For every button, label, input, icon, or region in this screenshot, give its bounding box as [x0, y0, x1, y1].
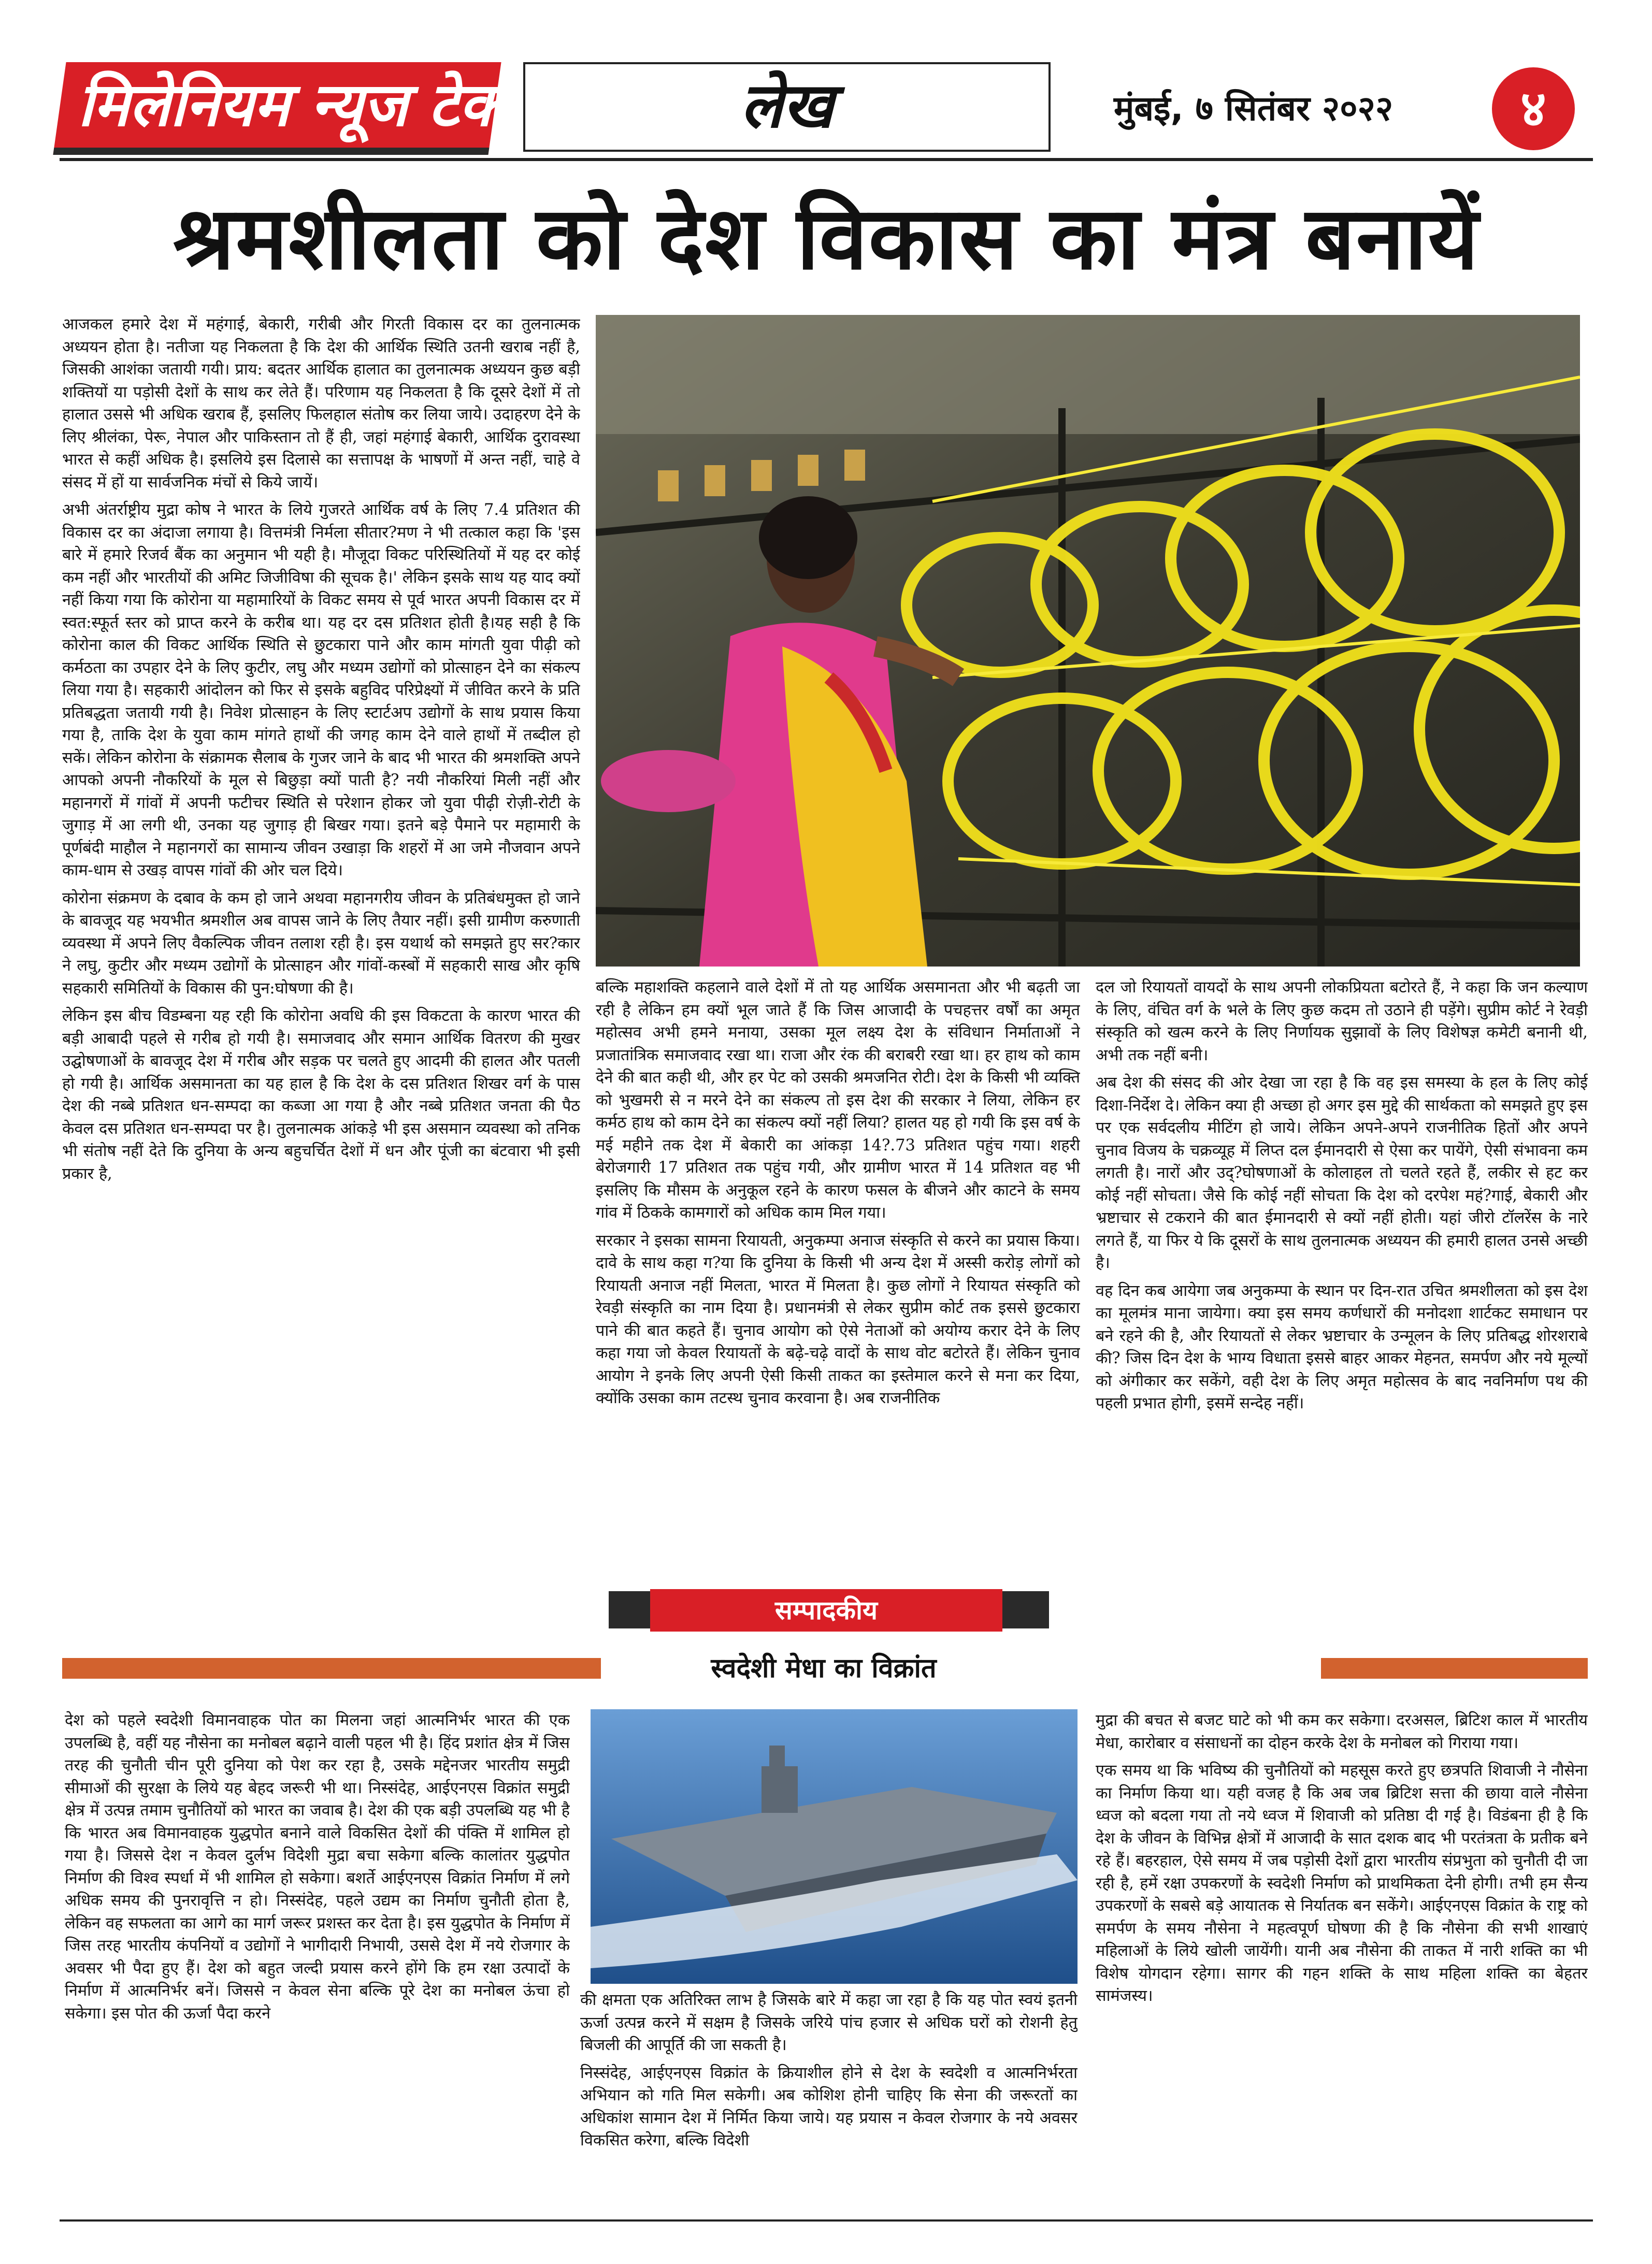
- paragraph: अब देश की संसद की ओर देखा जा रहा है कि वह इस समस्या के हल के लिए कोई दिशा-निर्देश दे। लेकिन क्या ही अच्छा हो अगर इस मुद्दे की सार्थकता को समझते हुए इस पर एक सर्वदलीय मीटिंग हो जाये। लेकिन अपने-अपने राजनीतिक हितों और अपने चुनाव विजय के चक्रव्यूह में लिप्त दल ईमानदारी से ऐसा कर पायेंगे, ऐसी संभावना कम लगती है। नारों और उद्?घोषणाओं के कोलाहल तो चलते रहते हैं, लकीर से हट कर कोई नहीं सोचता। जैसे कि कोई नहीं सोचता कि देश को दरपेश महं?गाई, बेकारी और भ्रष्टाचार से टकराने की बात ईमानदारी से क्यों नहीं होती। यहां जीरो टॉलरेंस के नारे लगते हैं, या फिर ये कि दूसरों के साथ तुलनात्मक अध्ययन की हमारी हालत उनसे अच्छी है।: [1096, 1074, 1588, 1272]
- paragraph: अभी अंतर्राष्ट्रीय मुद्रा कोष ने भारत के लिये गुजरते आर्थिक वर्ष के लिए 7.4 प्रतिशत की विकास दर का अंदाजा लगाया है। वित्तमंत्री निर्मला सीतार?मण ने भी तत्काल कहा कि 'इस बारे में हमारे रिजर्व बैंक का अनुमान भी यही है। मौजूदा विकट परिस्थितियों में यह दर कोई कम नहीं और भारतीयों की अमिट जिजीविषा की सूचक है।' लेकिन इसके साथ यह याद क्यों नहीं किया गया कि कोरोना या महामारियों के विकट समय से पूर्व भारत अपनी विकास दर में स्वत:स्फूर्त स्तर को प्राप्त करने के करीब था। यह दर दस प्रतिशत होती है।यह सही है कि कोरोना काल की विकट आर्थिक स्थिति से छुटकारा पाने और काम मांगती युवा पीढ़ी को कर्मठता का उपहार देने के लिए कुटीर, लघु और मध्यम उद्योगों को प्रोत्साहन देने का संकल्प लिया गया है। सहकारी आंदोलन को फिर से इसके बहुविद परिप्रेक्ष्यों में जीवित करने के प्रति प्रतिबद्धता जतायी गयी है। निवेश प्रोत्साहन के लिए स्टार्टअप उद्योगों के साथ प्रयास किया गया है, ताकि देश के युवा काम मांगते हाथों की जगह काम देने वाले हाथों में तब्दील हो सकें। लेकिन कोरोना के संक्रामक सैलाब के गुजर जाने के बाद भी भारत की श्रमशक्ति अपने आपको अपनी नौकरियों के मूल से बिछुड़ा क्यों पाती है? नयी नौकरियां मिली नहीं और महानगरों में गांवों में अपनी फटीचर स्थिति से परेशान होकर जो युवा पीढ़ी रोज़ी-रोटी के जुगाड़ में आ लगी थी, उनका यह जुगाड़ ही बिखर गया। इतने बड़े पैमाने पर महामारी के पूर्णबंदी माहौल ने महानगरों का सामान्य जीवन उखाड़ा कि शहरों में आ जमे नौजवान अपने काम-धाम से उखड़ वापस गांवों की ओर चल दिये।: [62, 501, 580, 879]
- editorial-bar-right: [1321, 1658, 1588, 1679]
- paragraph: लेकिन इस बीच विडम्बना यह रही कि कोरोना अवधि की इस विकटता के कारण भारत की बड़ी आबादी पहले से गरीब हो गयी है। समाजवाद और समान आर्थिक वितरण की मुखर उद्घोषणाओं के बावजूद देश में गरीब और सड़क पर चलते हुए आदमी की हालत और पतली हो गयी है। आर्थिक असमानता का यह हाल है कि देश के दस प्रतिशत शिखर वर्ग के पास देश की नब्बे प्रतिशत धन-सम्पदा का कब्जा आ गया है और नब्बे प्रतिशत जनता की पैठ केवल दस प्रतिशत धन-सम्पदा पर है। तुलनात्मक आंकड़े भी इस असमान व्यवस्था को तनिक भी संतोष नहीं देते कि दुनिया के अन्य बहुचर्चित देशों में धन और पूंजी का बंटवारा भी इसी प्रकार है,: [62, 1007, 580, 1183]
- editorial-bar-left: [62, 1658, 601, 1679]
- photo-illustration: [596, 315, 1580, 967]
- masthead-rule: [60, 158, 1593, 161]
- section-label: लेख: [740, 70, 834, 142]
- ship-illustration: [591, 1709, 1078, 1984]
- editorial-tag: सम्पादकीय: [650, 1589, 1002, 1632]
- paragraph: एक समय था कि भविष्य की चुनौतियों को महसूस करते हुए छत्रपति शिवाजी ने नौसेना का निर्माण किया था। यही वजह है कि अब जब ब्रिटिश सत्ता की छाया वाले नौसेना ध्वज को बदला गया तो नये ध्वज में शिवाजी को प्रतिष्ठा दी गई है। विडंबना ही है कि देश के जीवन के विभिन्न क्षेत्रों में आजादी के सात दशक बाद भी परतंत्रता के प्रतीक बने रहे हैं। बहरहाल, ऐसे समय में जब पड़ोसी देशों द्वारा भारतीय संप्रभुता को चुनौती दी जा रही है, हमें रक्षा उपकरणों के स्वदेशी निर्माण को प्राथमिकता देनी होगी। तभी हम सैन्य उपकरणों के सबसे बड़े आयातक से निर्यातक बन सकेंगे। आईएनएस विक्रांत के राष्ट्र को समर्पण के समय नौसेना ने महत्वपूर्ण घोषणा की है कि नौसेना की सभी शाखाएं महिलाओं के लिये खोली जायेंगी। यानी अब नौसेना की ताकत में नारी शक्ति का भी विशेष योगदान रहेगा। सागर की गहन शक्ति के साथ महिला शक्ति का बेहतर सामंजस्य।: [1096, 1762, 1588, 2005]
- article-photo-silk-worker: [596, 315, 1580, 967]
- editorial-column-1: [65, 1709, 570, 2207]
- paragraph: देश को पहले स्वदेशी विमानवाहक पोत का मिलना जहां आत्मनिर्भर भारत की एक उपलब्धि है, वहीं यह नौसेना का मनोबल बढ़ाने वाली पहल भी है। हिंद प्रशांत क्षेत्र में जिस तरह की चुनौती चीन पूरी दुनिया को पेश कर रहा है, उसके मद्देनजर भारतीय समुद्री सीमाओं की सुरक्षा के लिये यह बेहद जरूरी भी था। निस्संदेह, आईएनएस विक्रांत समुद्री क्षेत्र में उत्पन्न तमाम चुनौतियों को भारत का जवाब है। देश की एक बड़ी उपलब्धि यह भी है कि भारत अब विमानवाहक युद्धपोत बनाने वाले विकसित देशों की पंक्ति में शामिल हो गया है। जिससे देश न केवल दुर्लभ विदेशी मुद्रा बचा सकेगा बल्कि कालांतर युद्धपोत निर्माण की विश्व स्पर्धा में भी शामिल हो सकेगा। बशर्ते आईएनएस विक्रांत निर्माण में लगे अधिक समय की पुनरावृत्ति न हो। निस्संदेह, पहले उद्यम का निर्माण चुनौती होता है, लेकिन वह सफलता का आगे का मार्ग जरूर प्रशस्त कर देता है। इस युद्धपोत के निर्माण में जिस तरह भारतीय कंपनियों व उद्योगों ने भागीदारी निभायी, उससे देश में नये रोजगार के अवसर भी पैदा हुए हैं। देश को बहुत जल्दी प्रयास करने होंगे कि हम रक्षा उत्पादों के निर्माण में आत्मनिर्भर बनें। जिससे न केवल सेना बल्कि पूरे देश का मनोबल ऊंचा हो सकेगा। इस पोत की ऊर्जा पैदा करने: [65, 1711, 570, 2023]
- paragraph: की क्षमता एक अतिरिक्त लाभ है जिसके बारे में कहा जा रहा है कि यह पोत स्वयं इतनी ऊर्जा उत्पन्न करने में सक्षम है जिसके जरिये पांच हजार से अधिक घरों को रोशनी हेतु बिजली की आपूर्ति की जा सकती है।: [580, 1991, 1078, 2054]
- article-column-1: [62, 313, 580, 1572]
- paragraph: निस्संदेह, आईएनएस विक्रांत के क्रियाशील होने से देश के स्वदेशी व आत्मनिर्भरता अभियान को गति मिल सकेगी। अब कोशिश होनी चाहिए कि सेना की जरूरतों का अधिकांश सामान देश में निर्मित किया जाये। यह प्रयास न केवल रोजगार के नये अवसर विकसित करेगा, बल्कि विदेशी: [580, 2064, 1078, 2150]
- page-headline: श्रमशीलता को देश विकास का मंत्र बनायें: [173, 188, 1480, 289]
- editorial-column-3: [1096, 1709, 1588, 2212]
- article-column-3: [1096, 976, 1588, 1572]
- page-number: ४: [1492, 67, 1575, 150]
- paragraph: सरकार ने इसका सामना रियायती, अनुकम्पा अनाज संस्कृति से करने का प्रयास किया। दावे के साथ कहा ग?या कि दुनिया के किसी भी अन्य देश में अस्सी करोड़ लोगों को रियायती अनाज नहीं मिलता, भारत में मिलता है। कुछ लोगों ने रियायत संस्कृति को रेवड़ी संस्कृति का नाम दिया है। प्रधानमंत्री से लेकर सुप्रीम कोर्ट तक इससे छुटकारा पाने की बात कहते हैं। चुनाव आयोग को ऐसे नेताओं को अयोग्य करार देने के लिए कहा गया जो केवल रियायतों के बढ़े-चढ़े वादों के साथ वोट बटोरते हैं। लेकिन चुनाव आयोग ने इनके लिए अपनी ऐसी किसी ताकत का इस्तेमाल करने से मना कर दिया, क्योंकि उसका काम तटस्थ चुनाव करवाना है। अब राजनीतिक: [596, 1231, 1080, 1407]
- paragraph: मुद्रा की बचत से बजट घाटे को भी कम कर सकेगा। दरअसल, ब्रिटिश काल में भारतीय मेधा, कारोबार व संसाधनों का दोहन करके देश के मनोबल को गिराया गया।: [1096, 1711, 1588, 1752]
- paragraph: आजकल हमारे देश में महंगाई, बेकारी, गरीबी और गिरती विकास दर का तुलनात्मक अध्ययन होता है। नतीजा यह निकलता है कि देश की आर्थिक स्थिति उतनी खराब नहीं है, जिसकी आशंका जतायी गयी। प्राय: बदतर आर्थिक हालात का तुलनात्मक अध्ययन कुछ बड़ी शक्तियों या पड़ोसी देशों के साथ कर लेते हैं। परिणाम यह निकलता है कि दूसरे देशों में तो हालात उससे भी अधिक खराब हैं, इसलिए फिलहाल संतोष कर लिया जाये। उदाहरण देने के लिए श्रीलंका, पेरू, नेपाल और पाकिस्तान तो हैं ही, जहां महंगाई बेकारी, आर्थिक दुरावस्था भारत से कहीं अधिक है। इसलिये इस दिलासे का सत्तापक्ष के भाषणों में अन्त नहीं, चाहे वे संसद में हों या सार्वजनिक मंचों से किये जायें।: [62, 315, 580, 492]
- bottom-rule: [60, 2219, 1593, 2222]
- newspaper-logo: मिलेनियम न्यूज टेक: [78, 70, 506, 140]
- editorial-column-2: [580, 1989, 1078, 2212]
- paragraph: बल्कि महाशक्ति कहलाने वाले देशों में तो यह आर्थिक असमानता और भी बढ़ती जा रही है लेकिन हम क्यों भूल जाते हैं कि जिस आजादी के पचहत्तर वर्षों का अमृत महोत्सव अभी हमने मनाया, उसका मूल लक्ष्य देश के संविधान निर्माताओं ने प्रजातांत्रिक समाजवाद रखा था। राजा और रंक की बराबरी रखा था। हर हाथ को काम देने की बात कही थी, और हर पेट को उसकी श्रमजनित रोटी। देश के किसी भी व्यक्ति को भुखमरी से न मरने देने का संकल्प तो इस देश की सरकार ने लिया, लेकिन हर कर्मठ हाथ को काम देने का संकल्प क्यों नहीं लिया? हालत यह हो गयी कि इस वर्ष के मई महीने तक देश में बेकारी का आंकड़ा 14?.73 प्रतिशत पहुंच गया। शहरी बेरोजगारी 17 प्रतिशत तक पहुंच गयी, और ग्रामीण भारत में 14 प्रतिशत वह भी इसलिए कि मौसम के अनुकूल रहने के कारण फसल के बीजने और काटने के समय गांव में ठिकके कामगारों को अधिक काम मिल गया।: [596, 978, 1080, 1222]
- paragraph: वह दिन कब आयेगा जब अनुकम्पा के स्थान पर दिन-रात उचित श्रमशीलता को इस देश का मूलमंत्र माना जायेगा। क्या इस समय कर्णधारों की मनोदशा शार्टकट समाधान पर बने रहने की है, और रियायतों से लेकर भ्रष्टाचार के उन्मूलन के लिए प्रतिबद्ध शोरशराबे की? जिस दिन देश के भाग्य विधाता इससे बाहर आकर मेहनत, समर्पण और नये मूल्यों को अंगीकार कर सकेंगे, वही देश के लिए अमृत महोत्सव के बाद नवनिर्माण पथ की पहली प्रभात होगी, इसमें सन्देह नहीं।: [1096, 1281, 1588, 1412]
- article-column-2: [596, 976, 1080, 1572]
- paragraph: कोरोना संक्रमण के दबाव के कम हो जाने अथवा महानगरीय जीवन के प्रतिबंधमुक्त हो जाने के बावजूद यह भयभीत श्रमशील अब वापस जाने के लिए तैयार नहीं। इसी ग्रामीण करुणाती व्यवस्था में अपने लिए वैकल्पिक जीवन तलाश रही है। इस यथार्थ को समझते हुए सर?कार ने लघु, कुटीर और मध्यम उद्योगों के प्रोत्साहन और गांवों-कस्बों में सहकारी साख और कृषि सहकारी समितियों के विकास की पुन:घोषणा की है।: [62, 889, 580, 998]
- dateline: मुंबई, ७ सितंबर २०२२: [1114, 89, 1394, 128]
- editorial-photo-aircraft-carrier: [591, 1709, 1078, 1984]
- editorial-title: स्वदेशी मेधा का विक्रांत: [711, 1653, 937, 1684]
- paragraph: दल जो रियायतों वायदों के साथ अपनी लोकप्रियता बटोरते हैं, ने कहा कि जन कल्याण के लिए, वंचित वर्ग के भले के लिए कुछ कदम तो उठाने ही पड़ेंगे। सुप्रीम कोर्ट ने रेवड़ी संस्कृति को खत्म करने के लिए निर्णायक सुझावों के लिए विशेषज्ञ कमेटी बनानी थी, अभी तक नहीं बनी।: [1096, 978, 1588, 1064]
